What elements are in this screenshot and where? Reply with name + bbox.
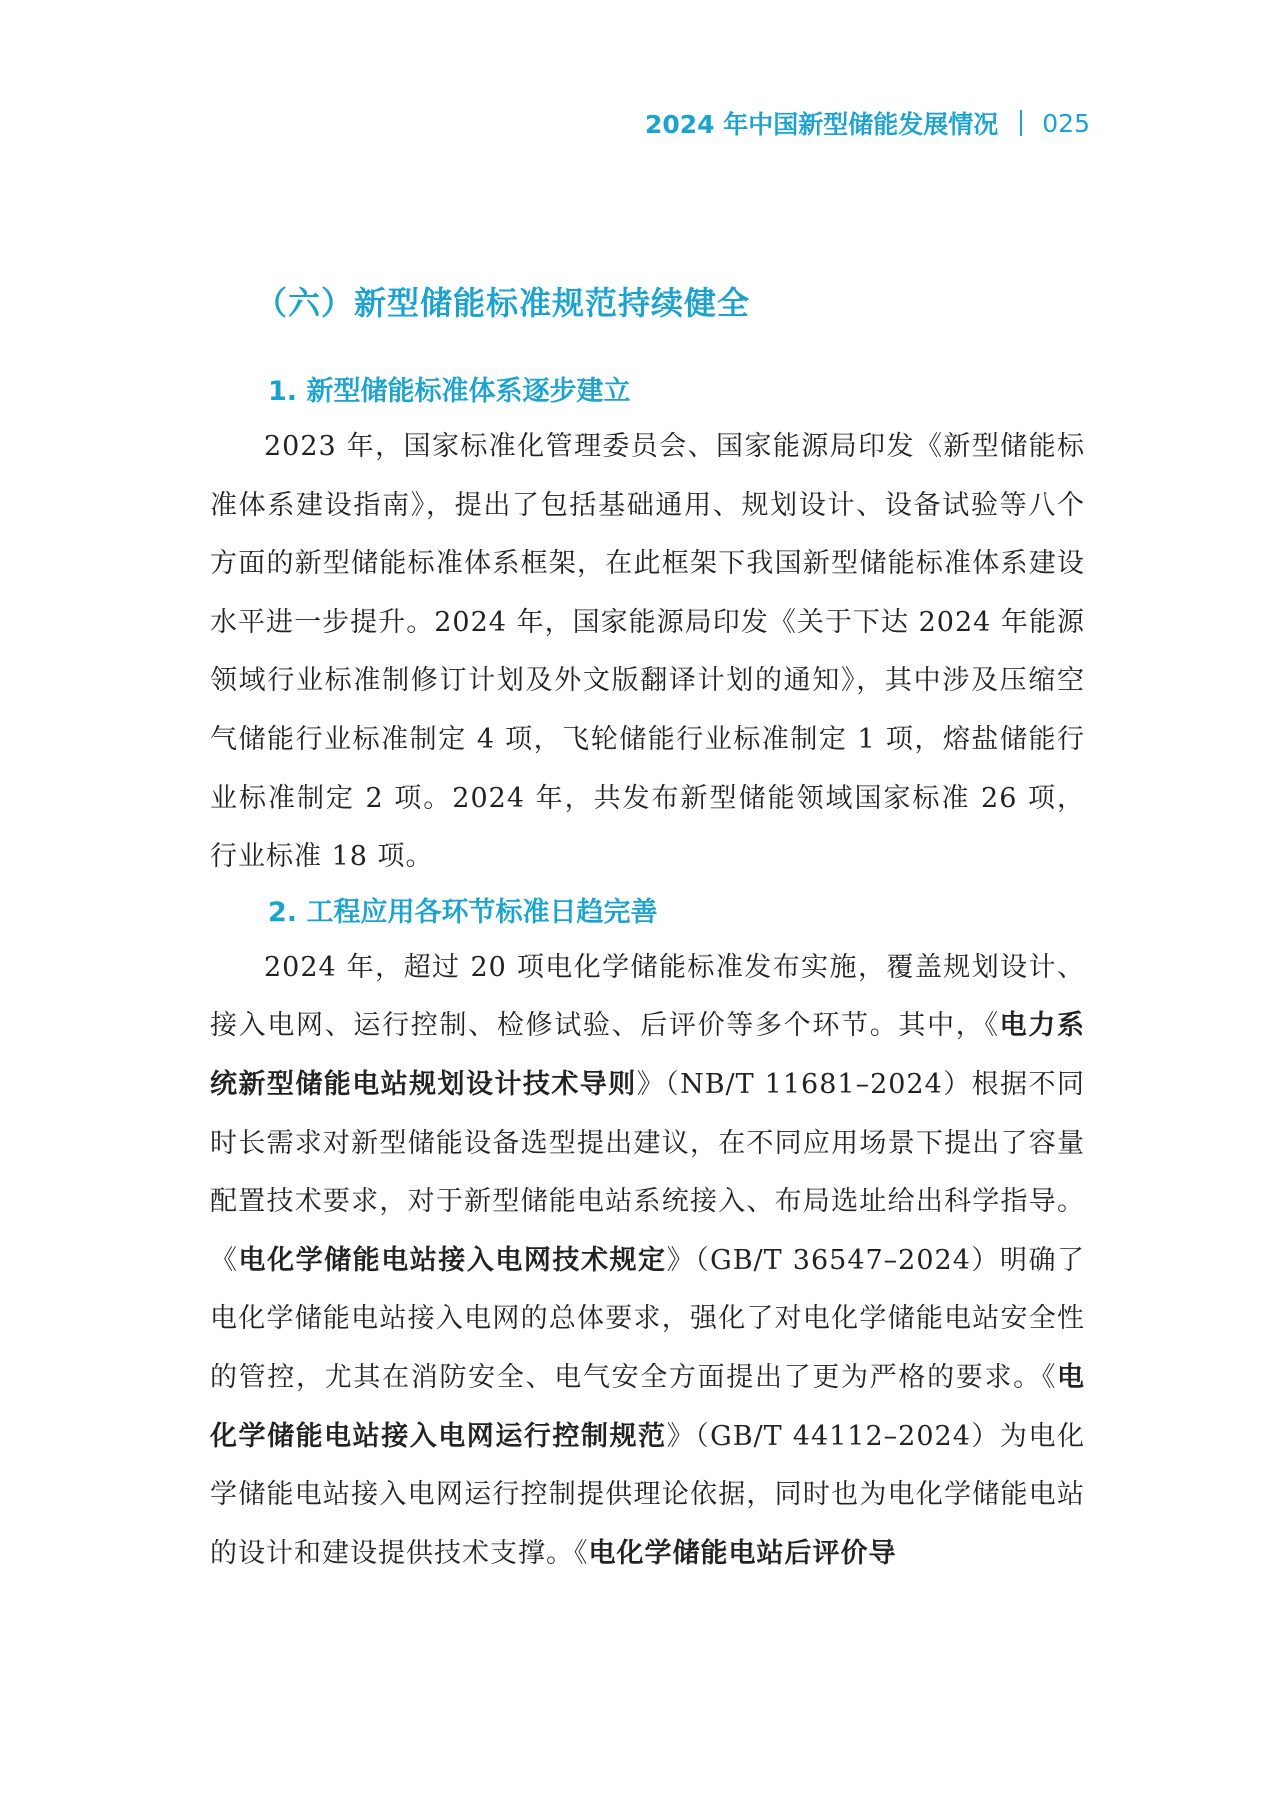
text-run: 》（GB/T 36547–2024）明确了电化学储能电站接入电网的总体要求，强化了对电化学储能电站安全性的管控，尤其在消防安全、电气安全方面提出了更为严格的要求。《 <box>210 1244 1086 1393</box>
standard-name: 电力系统新型储能电站规划设计技术导则 <box>210 1010 1086 1100</box>
page-number: 025 <box>1042 108 1090 138</box>
standard-name: 电化学储能电站后评价导 <box>588 1537 897 1569</box>
standard-name: 电化学储能电站接入电网运行控制规范 <box>210 1361 1085 1452</box>
section-title: （六）新型储能标准规范持续健全 <box>255 284 751 322</box>
running-header-title: 2024 年中国新型储能发展情况 <box>644 110 999 139</box>
running-header <box>645 105 1090 141</box>
subsection-title-2: 2. 工程应用各环节标准日趋完善 <box>268 896 658 928</box>
text-run: 》（GB/T 44112–2024）为电化学储能电站接入电网运行控制提供理论依据，同时也为电化学储能电站的设计和建设提供技术支撑。《 <box>210 1420 1086 1569</box>
text-run: 》（NB/T 11681–2024）根据不同时长需求对新型储能设备选型提出建议，在不同应用场景下提出了容量配置技术要求，对于新型储能电站系统接入、布局选址给出科学指导。《 <box>210 1068 1086 1276</box>
subsection-title-1: 1. 新型储能标准体系逐步建立 <box>268 376 631 407</box>
paragraph-1 <box>210 418 1085 887</box>
page-body <box>210 278 1085 1583</box>
standard-name: 电化学储能电站接入电网技术规定 <box>238 1244 667 1276</box>
header-divider <box>1020 110 1022 136</box>
text-run: 2024 年，超过 20 项电化学储能标准发布实施，覆盖规划设计、接入电网、运行控制、检修试验、后评价等多个环节。其中，《 <box>210 951 1085 1042</box>
text-run: 2023 年，国家标准化管理委员会、国家能源局印发《新型储能标准体系建设指南》，提出了包括基础通用、规划设计、设备试验等八个方面的新型储能标准体系框架，在此框架下我国新型储能标准体系建设水平进一步提升。2024 年，国家能源局印发《关于下达 2024 年能源领域行业标准制修订计划及外文版翻译计划的通知》，其中涉及压缩空气储能行业标准制定 4 项，飞轮储能行业标准制定 1 项，熔盐储能行业标准制定 2 项。2024 年，共发布新型储能领域国家标准 26 项，行业标准 18 项。 <box>210 431 1085 873</box>
paragraph-2 <box>210 939 1085 1584</box>
